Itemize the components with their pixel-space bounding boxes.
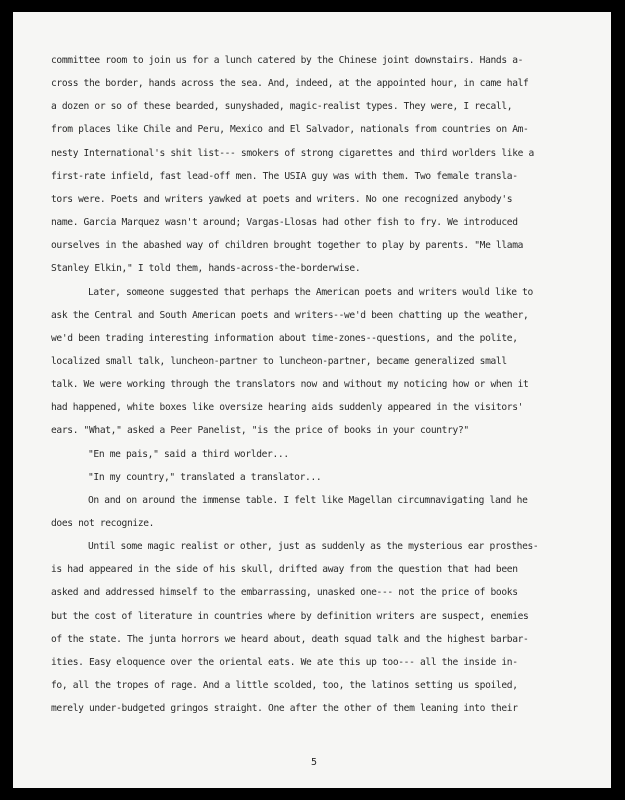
text-line: we'd been trading interesting information about time-zones--questions, and the polite, (51, 332, 518, 344)
text-line: localized small talk, luncheon-partner to luncheon-partner, became generalized small (51, 355, 507, 367)
text-line: "In my country," translated a translator... (88, 471, 322, 483)
text-line: cross the border, hands across the sea. And, indeed, at the appointed hour, in came half (51, 78, 529, 90)
text-line: ask the Central and South American poets and writers--we'd been chatting up the weather, (51, 309, 529, 321)
page-number: 5 (311, 757, 318, 768)
text-line: Later, someone suggested that perhaps the American poets and writers would like to (88, 286, 533, 298)
text-line: a dozen or so of these bearded, sunyshaded, magic-realist types. They were, I recall, (51, 101, 513, 113)
text-line: committee room to join us for a lunch catered by the Chinese joint downstairs. Hands a- (51, 55, 524, 66)
document-page (13, 12, 611, 788)
text-line: ities. Easy eloquence over the oriental eats. We ate this up too--- all the inside in- (51, 656, 518, 668)
text-line: nesty International's shit list--- smokers of strong cigarettes and third worlders like a (51, 147, 534, 159)
text-line: asked and addressed himself to the embarrassing, unasked one--- not the price of books (51, 587, 518, 599)
text-line: name. Garcia Marquez wasn't around; Vargas-Llosas had other fish to fry. We introduced (51, 217, 518, 229)
text-line: tors were. Poets and writers yawked at poets and writers. No one recognized anybody's (51, 193, 513, 205)
text-line: Until some magic realist or other, just as suddenly as the mysterious ear prosthes- (88, 541, 539, 553)
text-line: talk. We were working through the translators now and without my noticing how or when it (51, 379, 529, 391)
text-line: fo, all the tropes of rage. And a little scolded, too, the latinos setting us spoiled, (51, 680, 518, 692)
text-line: of the state. The junta horrors we heard about, death squad talk and the highest barbar- (51, 633, 529, 645)
text-line: On and on around the immense table. I felt like Magellan circumnavigating land he (88, 494, 528, 506)
text-line: from places like Chile and Peru, Mexico and El Salvador, nationals from countries on Am- (51, 124, 529, 136)
text-line: first-rate infield, fast lead-off men. The USIA guy was with them. Two female transla- (51, 170, 518, 182)
text-line: ears. "What," asked a Peer Panelist, "is the price of books in your country?" (51, 425, 469, 437)
text-line: Stanley Elkin," I told them, hands-across-the-borderwise. (51, 263, 361, 275)
text-line: had happened, white boxes like oversize hearing aids suddenly appeared in the visitors' (51, 402, 524, 414)
text-line: does not recognize. (51, 518, 155, 529)
text-line: ourselves in the abashed way of children brought together to play by parents. "Me llama (51, 240, 524, 252)
text-line: but the cost of literature in countries where by definition writers are suspect, enemies (51, 610, 529, 622)
text-line: "En me pais," said a third worlder... (88, 448, 289, 460)
text-line: is had appeared in the side of his skull, drifted away from the question that had been (51, 564, 518, 576)
text-line: merely under-budgeted gringos straight. One after the other of them leaning into their (51, 703, 518, 715)
